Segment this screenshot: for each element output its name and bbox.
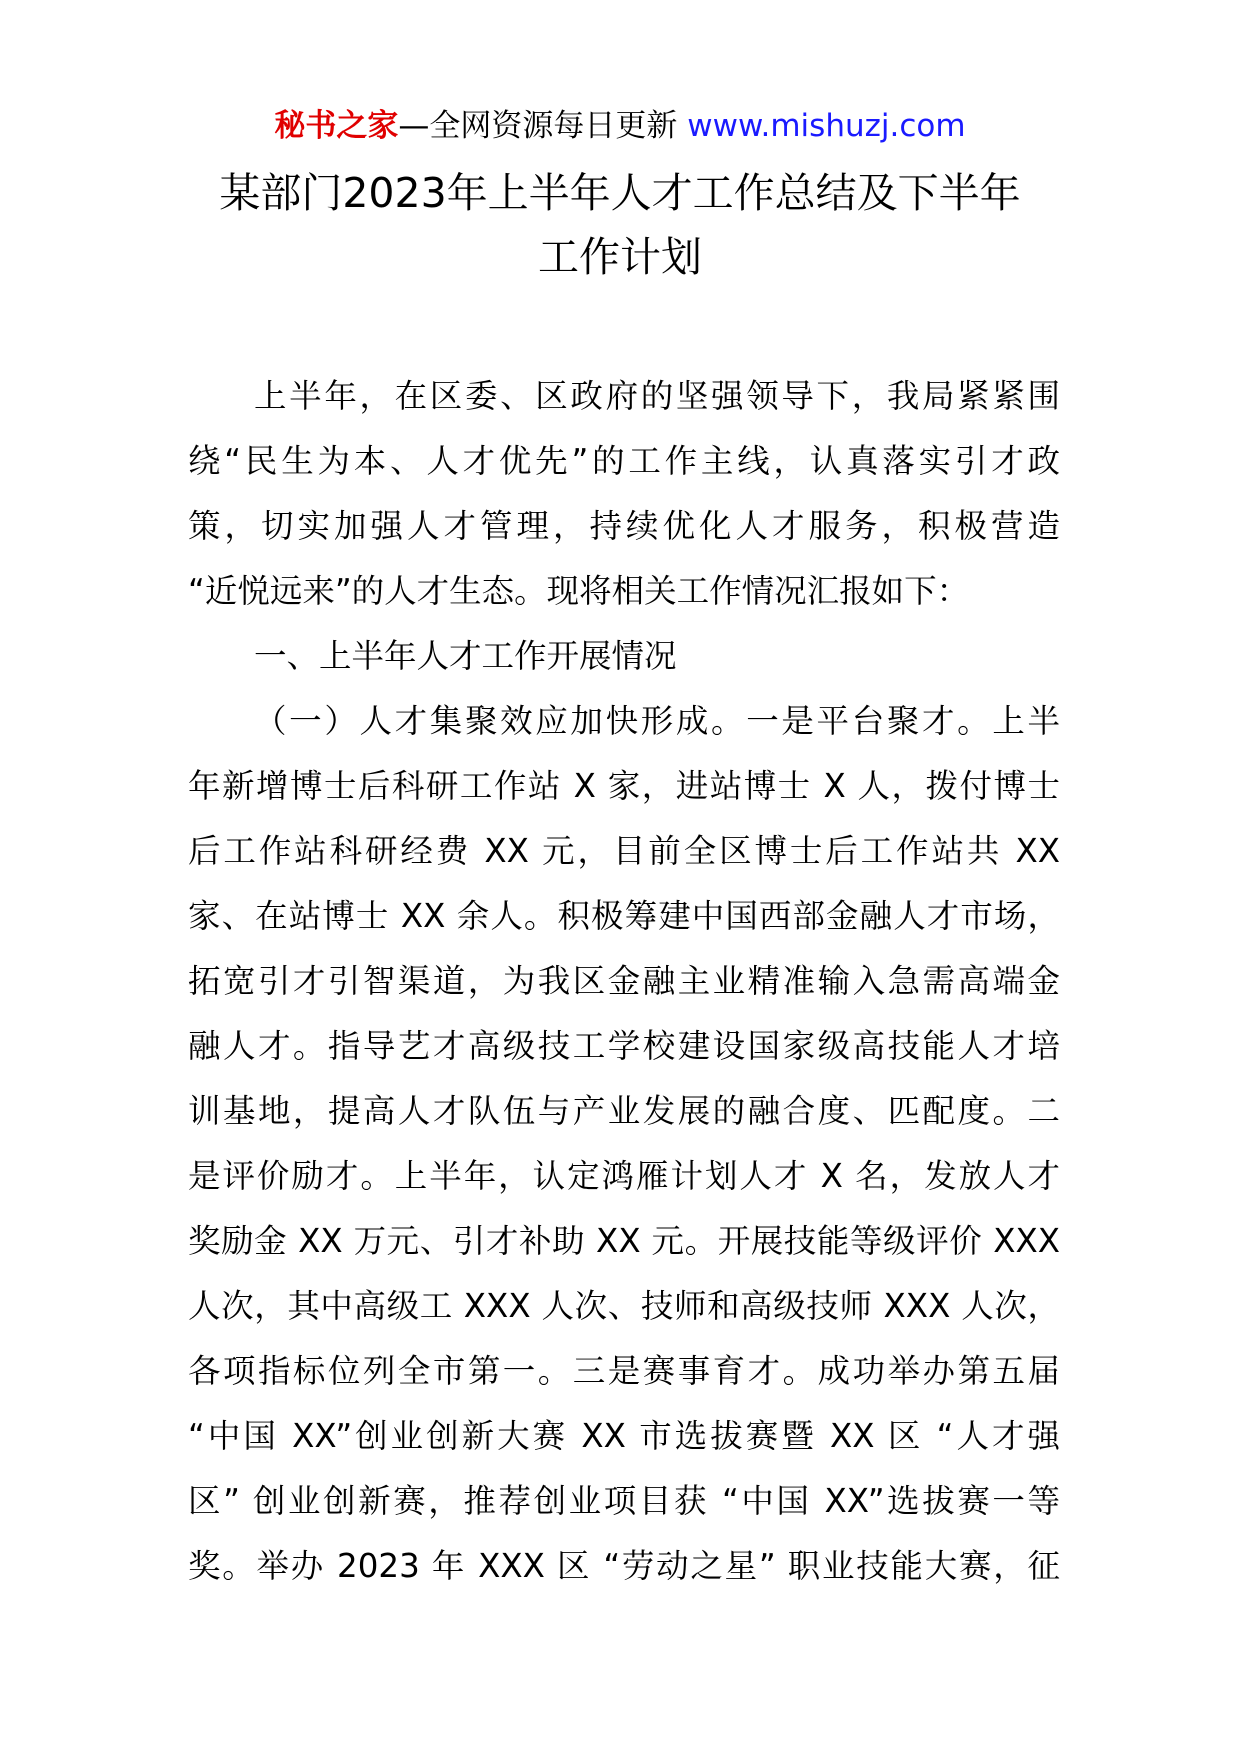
brand-name: 秘书之家: [274, 108, 399, 144]
paragraph-line: 训基地，提高人才队伍与产业发展的融合度、匹配度。二: [188, 1092, 1060, 1130]
document-title-line-1: 某部门2023年上半年人才工作总结及下半年: [219, 169, 1021, 217]
paragraph-line: 是评价励才。上半年，认定鸿雁计划人才 X 名，发放人才: [188, 1157, 1060, 1195]
paragraph-line: “中国 XX”创业创新大赛 XX 市选拔赛暨 XX 区 “人才强: [188, 1417, 1060, 1455]
paragraph-line: 上半年，在区委、区政府的坚强领导下，我局紧紧围: [254, 377, 1060, 415]
paragraph-line: 区” 创业创新赛，推荐创业项目获 “中国 XX”选拔赛一等: [188, 1482, 1060, 1520]
paragraph-line: 拓宽引才引智渠道，为我区金融主业精准输入急需高端金: [188, 962, 1060, 1000]
brand-slogan: —全网资源每日更新: [398, 108, 688, 144]
paragraph-line: 绕“民生为本、人才优先”的工作主线，认真落实引才政: [188, 442, 1060, 480]
paragraph-line: （一）人才集聚效应加快形成。一是平台聚才。上半: [254, 702, 1060, 740]
paragraph-line: 奖励金 XX 万元、引才补助 XX 元。开展技能等级评价 XXX: [188, 1222, 1060, 1260]
paragraph-line: 年新增博士后科研工作站 X 家，进站博士 X 人，拨付博士: [188, 767, 1060, 805]
document-body: [188, 364, 1060, 1599]
paragraph-line: 家、在站博士 XX 余人。积极筹建中国西部金融人才市场，: [188, 897, 1060, 935]
paragraph-line: 融人才。指导艺才高级技工学校建设国家级高技能人才培: [188, 1027, 1060, 1065]
paragraph-line: 人次，其中高级工 XXX 人次、技师和高级技师 XXX 人次，: [188, 1287, 1060, 1325]
section-heading: 一、上半年人才工作开展情况: [254, 637, 677, 675]
paragraph-line: 各项指标位列全市第一。三是赛事育才。成功举办第五届: [188, 1352, 1060, 1390]
paragraph-line: 奖。举办 2023 年 XXX 区 “劳动之星” 职业技能大赛，征: [188, 1547, 1060, 1585]
paragraph-line: 后工作站科研经费 XX 元，目前全区博士后工作站共 XX: [188, 832, 1060, 870]
paragraph-line: 策，切实加强人才管理，持续优化人才服务，积极营造: [188, 507, 1060, 545]
paragraph-line: “近悦远来”的人才生态。现将相关工作情况汇报如下：: [188, 572, 970, 610]
document-title-line-2: 工作计划: [538, 233, 702, 281]
watermark-header: [0, 106, 1240, 146]
brand-url[interactable]: www.mishuzj.com: [687, 108, 966, 144]
